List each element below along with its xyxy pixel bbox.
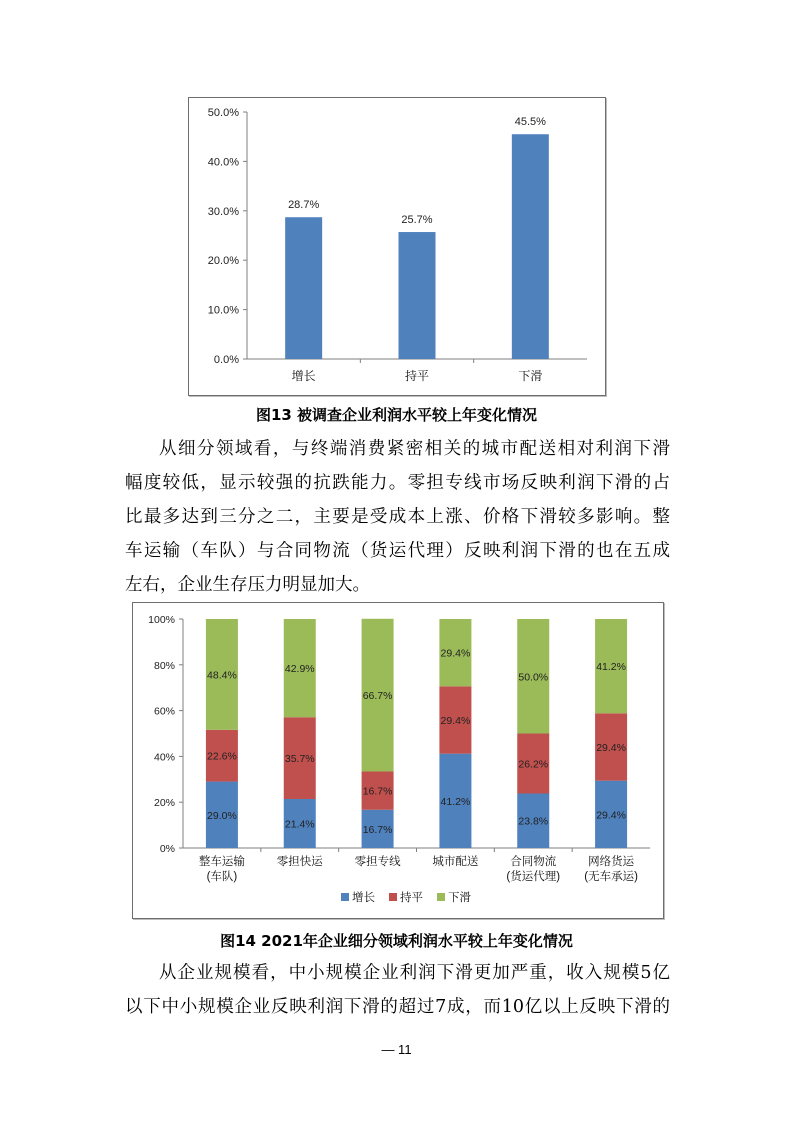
x-tick-label: 增长 bbox=[291, 369, 316, 383]
data-label: 25.7% bbox=[401, 214, 433, 227]
figure13-svg bbox=[189, 98, 605, 395]
data-label: 35.7% bbox=[284, 753, 315, 766]
y-tick-label: 0% bbox=[159, 843, 175, 855]
figure14-chart bbox=[132, 602, 664, 919]
y-tick-label: 30.0% bbox=[207, 205, 239, 218]
x-tick-label: 零担快运 bbox=[276, 856, 323, 868]
data-label: 26.2% bbox=[518, 758, 549, 771]
paragraph-2 bbox=[125, 956, 670, 1024]
data-label: 16.7% bbox=[362, 785, 393, 798]
data-label: 28.7% bbox=[288, 199, 320, 212]
y-tick-label: 50.0% bbox=[207, 107, 239, 119]
bar bbox=[512, 134, 549, 359]
y-tick-label: 40% bbox=[153, 751, 175, 764]
data-label: 29.4% bbox=[596, 742, 626, 755]
data-label: 23.8% bbox=[518, 815, 549, 828]
y-tick-label: 10.0% bbox=[207, 304, 239, 317]
x-tick-label: 城市配送 bbox=[432, 856, 479, 868]
legend-swatch bbox=[389, 893, 397, 901]
data-label: 29.4% bbox=[440, 647, 471, 660]
data-label: 29.4% bbox=[440, 714, 471, 727]
x-tick-label: 整车运输 bbox=[198, 856, 245, 868]
bar bbox=[285, 217, 322, 359]
y-tick-label: 100% bbox=[148, 614, 175, 626]
y-tick-label: 20% bbox=[153, 797, 175, 810]
y-tick-label: 20.0% bbox=[207, 255, 239, 268]
legend-label: 持平 bbox=[400, 892, 423, 904]
legend-label: 增长 bbox=[352, 892, 375, 904]
data-label: 22.6% bbox=[207, 750, 237, 763]
data-label: 45.5% bbox=[514, 116, 546, 129]
y-tick-label: 60% bbox=[153, 705, 175, 718]
page-number: — 11 bbox=[381, 1042, 412, 1057]
data-label: 16.7% bbox=[362, 823, 393, 836]
x-tick-label: 网络货运 bbox=[588, 856, 635, 868]
legend-swatch bbox=[341, 893, 349, 901]
paragraph-2-line: 以下中小规模企业反映利润下滑的超过7成，而10亿以上反映下滑的 bbox=[125, 997, 670, 1017]
data-label: 50.0% bbox=[518, 671, 549, 684]
data-label: 21.4% bbox=[284, 818, 315, 831]
data-label: 41.2% bbox=[596, 661, 626, 674]
x-tick-label: (无车承运) bbox=[584, 871, 638, 883]
x-tick-label: 零担专线 bbox=[354, 856, 401, 868]
figure13-chart bbox=[188, 97, 606, 396]
paragraph-1 bbox=[125, 432, 670, 602]
paragraph-1-line: 车运输（车队）与合同物流（货运代理）反映利润下滑的也在五成 bbox=[125, 541, 670, 561]
x-tick-label: 合同物流 bbox=[510, 856, 557, 868]
figure14-caption: 图14 2021年企业细分领域利润水平较上年变化情况 bbox=[220, 932, 573, 950]
y-tick-label: 80% bbox=[153, 659, 175, 672]
x-tick-label: (车队) bbox=[206, 871, 238, 883]
x-tick-label: 持平 bbox=[404, 369, 430, 383]
paragraph-1-line: 比最多达到三分之二，主要是受成本上涨、价格下滑较多影响。整 bbox=[125, 507, 670, 527]
data-label: 48.4% bbox=[207, 669, 237, 682]
data-label: 29.4% bbox=[596, 809, 626, 822]
paragraph-1-line: 从细分领域看，与终端消费紧密相关的城市配送相对利润下滑 bbox=[159, 439, 670, 459]
paragraph-1-line: 幅度较低，显示较强的抗跌能力。零担专线市场反映利润下滑的占 bbox=[125, 473, 670, 493]
data-label: 29.0% bbox=[207, 809, 237, 822]
legend-swatch bbox=[437, 893, 445, 901]
paragraph-1-line: 左右，企业生存压力明显加大。 bbox=[125, 575, 370, 595]
x-tick-label: 下滑 bbox=[518, 369, 543, 383]
paragraph-2-line: 从企业规模看，中小规模企业利润下滑更加严重，收入规模5亿 bbox=[159, 963, 670, 983]
y-tick-label: 40.0% bbox=[207, 156, 239, 169]
figure14-svg bbox=[133, 603, 663, 918]
data-label: 66.7% bbox=[362, 690, 393, 703]
bar bbox=[399, 232, 436, 359]
y-tick-label: 0.0% bbox=[213, 354, 239, 366]
legend-label: 下滑 bbox=[448, 892, 471, 904]
data-label: 41.2% bbox=[440, 795, 471, 808]
x-tick-label: (货运代理) bbox=[506, 871, 561, 883]
figure13-caption: 图13 被调查企业利润水平较上年变化情况 bbox=[255, 406, 538, 424]
data-label: 42.9% bbox=[284, 663, 315, 676]
